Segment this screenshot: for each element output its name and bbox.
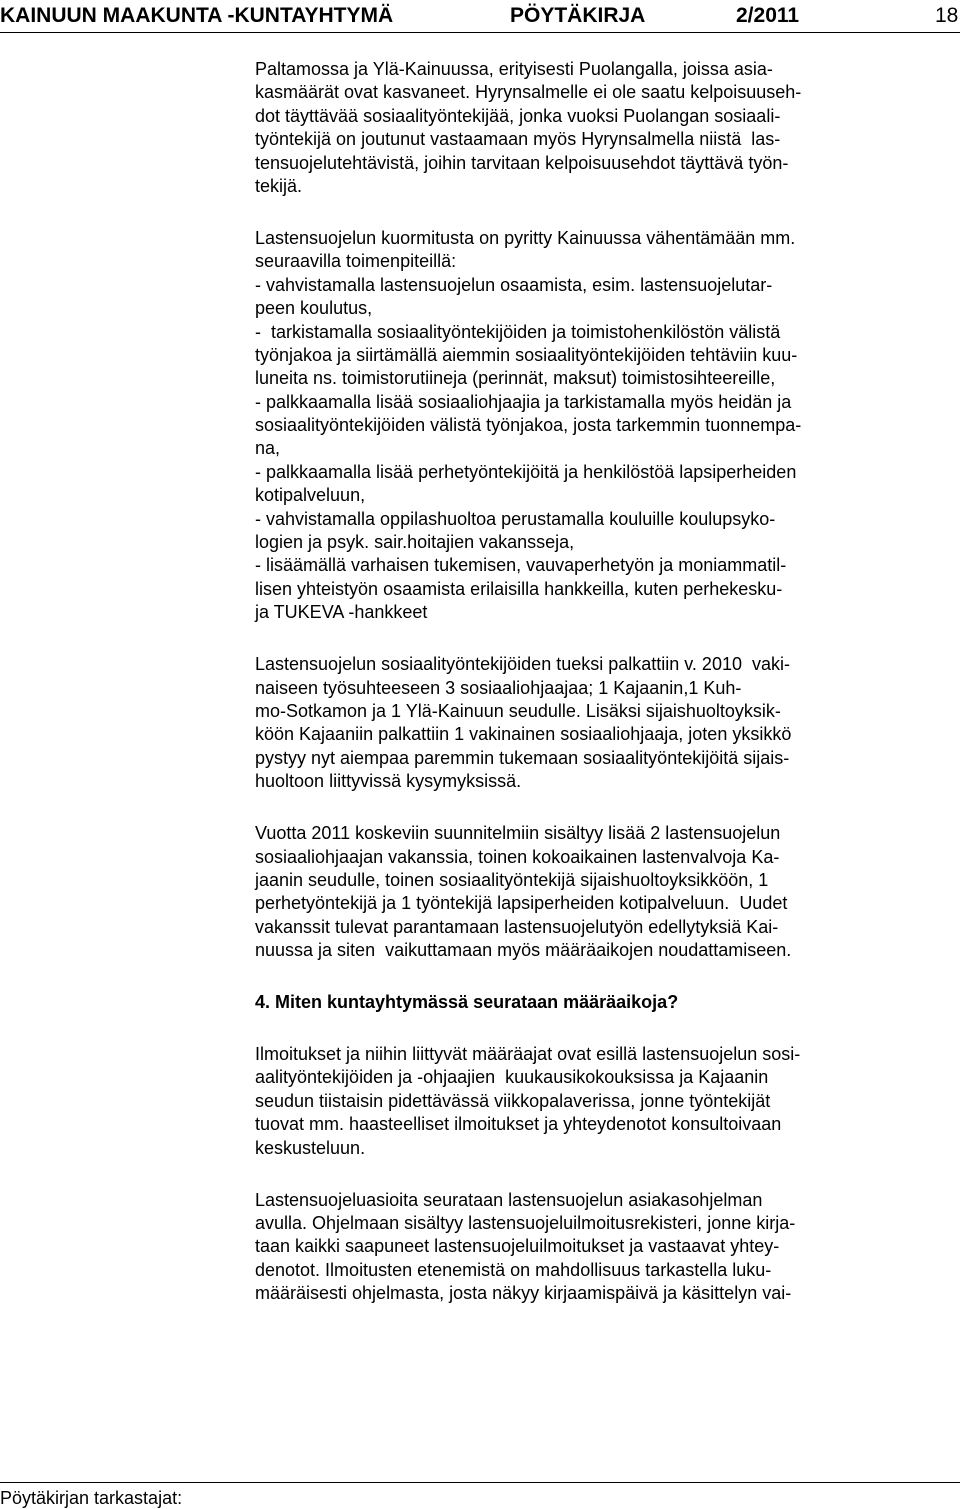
text-line: köön Kajaaniin palkattiin 1 vakinainen sosiaaliohjaaja, joten yksikkö [255, 724, 792, 745]
text-line: taan kaikki saapuneet lastensuojeluilmoitukset ja vastaavat yhtey- [255, 1236, 780, 1257]
text-line: seuraavilla toimenpiteillä: [255, 251, 457, 272]
text-line: - vahvistamalla lastensuojelun osaamista, esim. lastensuojelutar- [255, 274, 773, 295]
footer-reviewers-label: Pöytäkirjan tarkastajat: [0, 1488, 183, 1508]
text-line: logien ja psyk. sair.hoitajien vakansseja, [255, 532, 575, 553]
text-line: kasmäärät ovat kasvaneet. Hyrynsalmelle ei ole saatu kelpoisuuseh- [255, 82, 802, 103]
text-line: - vahvistamalla oppilashuoltoa perustamalla kouluille koulupsyko- [255, 508, 776, 529]
text-line: sosiaalityöntekijöiden välistä työnjakoa, josta tarkemmin tuonnempa- [255, 415, 802, 436]
text-line: huoltoon liittyvissä kysymyksissä. [255, 771, 522, 792]
paragraph-2 [255, 227, 960, 625]
organization-name: KAINUUN MAAKUNTA -KUNTAYHTYMÄ [0, 4, 394, 27]
section-heading: 4. Miten kuntayhtymässä seurataan määräaikoja? [255, 992, 679, 1013]
document-type: PÖYTÄKIRJA [510, 4, 646, 27]
paragraph-1 [255, 58, 960, 198]
text-line: na, [255, 438, 281, 459]
text-line: tuovat mm. haasteelliset ilmoitukset ja yhteydenotot konsultoivaan [255, 1114, 782, 1135]
paragraph-gap [255, 794, 960, 823]
header-divider [0, 32, 960, 33]
page-header [0, 0, 960, 36]
text-line: Ilmoitukset ja niihin liittyvät määräajat ovat esillä lastensuojelun sosi- [255, 1044, 801, 1065]
text-line: aalityöntekijöiden ja -ohjaajien kuukausikokouksissa ja Kajaanin [255, 1067, 769, 1088]
text-line: määräisesti ohjelmasta, josta näkyy kirjaamispäivä ja käsittelyn vai- [255, 1283, 792, 1304]
text-line: vakanssit tulevat parantamaan lastensuojelutyön edellytyksiä Kai- [255, 916, 779, 937]
text-line: lisen yhteistyön osaamista erilaisilla hankkeilla, kuten perhekesku- [255, 578, 783, 599]
text-line: Lastensuojelun kuormitusta on pyritty Kainuussa vähentämään mm. [255, 227, 796, 248]
document-number: 2/2011 [736, 4, 800, 27]
text-line: Vuotta 2011 koskeviin suunnitelmiin sisältyy lisää 2 lastensuojelun [255, 823, 781, 844]
text-line: mo-Sotkamon ja 1 Ylä-Kainuun seudulle. Lisäksi sijaishuoltoyksik- [255, 700, 781, 721]
text-line: - palkkaamalla lisää perhetyöntekijöitä ja henkilöstöä lapsiperheiden [255, 461, 797, 482]
paragraph-4 [255, 822, 960, 962]
text-line: seudun tiistaisin pidettävässä viikkopalaverissa, jonne työntekijät [255, 1090, 771, 1111]
text-line: työnjakoa ja siirtämällä aiemmin sosiaalityöntekijöiden tehtäviin kuu- [255, 344, 798, 365]
text-line: jaanin seudulle, toinen sosiaalityöntekijä sijaishuoltoyksikköön, 1 [255, 869, 769, 890]
paragraph-gap [255, 1160, 960, 1189]
paragraph-3 [255, 653, 960, 793]
text-line: pystyy nyt aiempaa paremmin tukemaan sosiaalityöntekijöitä sijais- [255, 747, 790, 768]
text-line: Lastensuojeluasioita seurataan lastensuojelun asiakasohjelman [255, 1189, 763, 1210]
paragraph-gap [255, 625, 960, 654]
footer-divider [0, 1482, 960, 1483]
paragraph-gap [255, 962, 960, 991]
text-line: Lastensuojelun sosiaalityöntekijöiden tueksi palkattiin v. 2010 vaki- [255, 654, 790, 675]
document-body [255, 58, 960, 1306]
text-line: peen koulutus, [255, 298, 373, 319]
text-line: tensuojelutehtävistä, joihin tarvitaan kelpoisuusehdot täyttävä työn- [255, 152, 789, 173]
text-line: nuussa ja siten vaikuttamaan myös määräaikojen noudattamiseen. [255, 940, 792, 961]
text-line: luneita ns. toimistorutiineja (perinnät, maksut) toimistosihteereille, [255, 368, 776, 389]
paragraph-5 [255, 1043, 960, 1160]
text-line: - lisäämällä varhaisen tukemisen, vauvaperhetyön ja moniammatil- [255, 555, 787, 576]
text-line: ja TUKEVA -hankkeet [255, 602, 428, 623]
text-line: työntekijä on joutunut vastaamaan myös Hyrynsalmella niistä las- [255, 129, 781, 150]
text-line: - tarkistamalla sosiaalityöntekijöiden ja toimistohenkilöstön välistä [255, 321, 781, 342]
page-number: 18 [935, 4, 959, 27]
paragraph-gap [255, 198, 960, 227]
text-line: kotipalveluun, [255, 485, 366, 506]
text-line: keskusteluun. [255, 1137, 366, 1158]
text-line: denotot. Ilmoitusten etenemistä on mahdollisuus tarkastella luku- [255, 1259, 772, 1280]
text-line: avulla. Ohjelmaan sisältyy lastensuojeluilmoitusrekisteri, jonne kirja- [255, 1212, 796, 1233]
text-line: tekijä. [255, 175, 303, 196]
paragraph-6 [255, 1189, 960, 1306]
text-line: dot täyttävää sosiaalityöntekijää, jonka vuoksi Puolangan sosiaali- [255, 105, 781, 126]
text-line: sosiaaliohjaajan vakanssia, toinen kokoaikainen lastenvalvoja Ka- [255, 846, 780, 867]
paragraph-gap [255, 1014, 960, 1043]
text-line: naiseen työsuhteeseen 3 sosiaaliohjaajaa; 1 Kajaanin,1 Kuh- [255, 677, 742, 698]
text-line: Paltamossa ja Ylä-Kainuussa, erityisesti Puolangalla, joissa asia- [255, 59, 773, 79]
text-line: - palkkaamalla lisää sosiaaliohjaajia ja tarkistamalla myös heidän ja [255, 391, 792, 412]
text-line: perhetyöntekijä ja 1 työntekijä lapsiperheiden kotipalveluun. Uudet [255, 893, 788, 914]
